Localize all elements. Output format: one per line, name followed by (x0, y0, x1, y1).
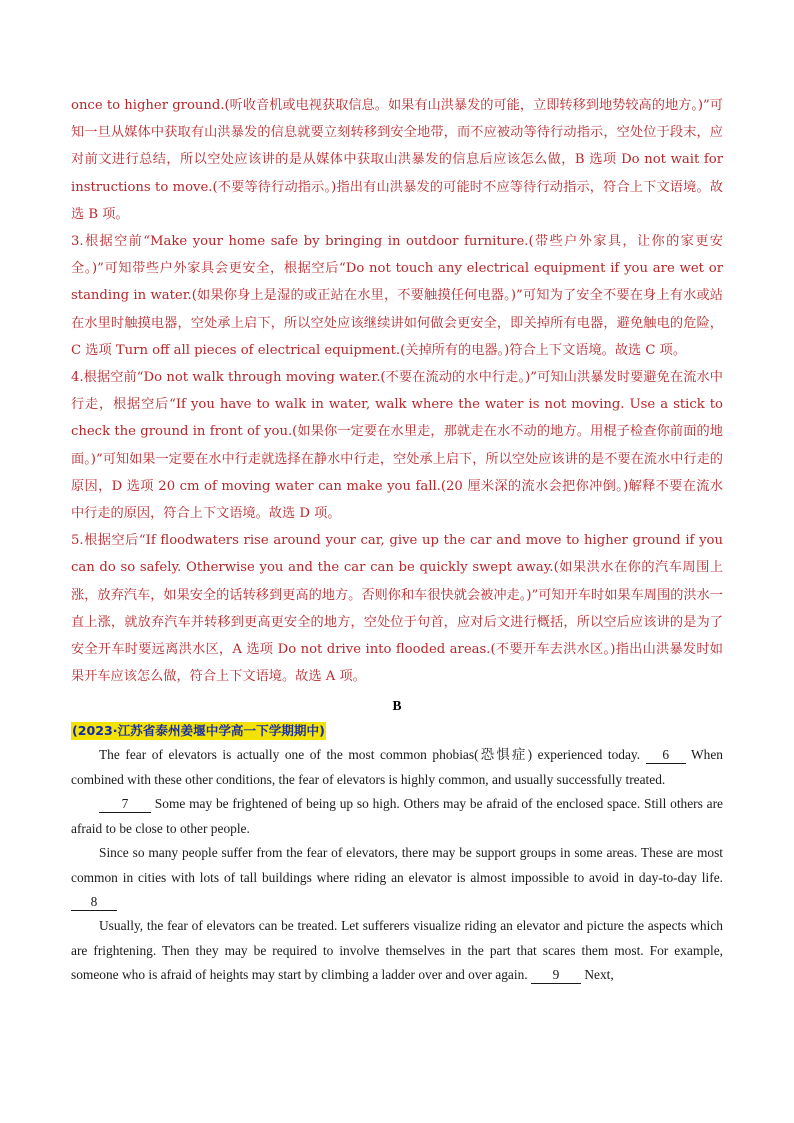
explanation-5: 5.根据空后“If floodwaters rise around your car, give up the car and move to higher ground if you can do so safely. Otherwise you and the car can be quickly swept away.(如果洪水在你的汽车周围上涨，放弃汽车，如果安全的话转移到更高的地方。否则你和车很快就会被冲走。)”可知开车时如果车周围的洪水一直上涨，就放弃汽车并转移到更高更安全的地方，空处位于句首，应对后文进行概括，所以空后应该讲的是为了安全开车时要远离洪水区，A 选项 Do not drive into flooded areas.(不要开车去洪水区。)指出山洪暴发时如果开车应该怎么做，符合上下文语境。故选 A 项。 (71, 533, 723, 685)
passage-paragraph-3 (71, 841, 723, 914)
passage-paragraph-2 (71, 792, 723, 841)
passage-text: Usually, the fear of elevators can be treated. Let sufferers visualize riding an elevator and picture the aspects which are frightening. Then they may be required to involve themselves in the part that scares them most. For example, someone who is afraid of heights may start by climbing a ladder over and over again. (71, 918, 723, 983)
source-badge: (2023·江苏省泰州姜堰中学高一下学期期中) (72, 723, 325, 739)
passage-paragraph-1 (71, 743, 723, 792)
reading-passage (71, 743, 723, 987)
section-heading: B (392, 698, 402, 714)
page-content (71, 92, 723, 988)
blank-8[interactable]: 8 (71, 894, 117, 911)
blank-9[interactable]: 9 (531, 967, 581, 984)
passage-text: When combined with these other conditions, the fear of elevators is highly common, and usually successfully treated. (71, 747, 723, 787)
blank-6[interactable]: 6 (646, 747, 686, 764)
explanation-3: 3.根据空前“Make your home safe by bringing in outdoor furniture.(带些户外家具，让你的家更安全。)”可知带些户外家具会更安全，根据空后“Do not touch any electrical equipment if you are wet or standing in water.(如果你身上是湿的或正站在水里，不要触摸任何电器。)”可知为了安全不要在身上有水或站在水里时触摸电器，空处承上启下，所以空处应该继续讲如何做会更安全，即关掉所有电器，避免触电的危险，C 选项 Turn off all pieces of electrical equipment.(关掉所有的电器。)符合上下文语境。故选 C 项。 (71, 234, 723, 358)
passage-text: The fear of elevators is actually one of the most common phobias(恐惧症) experienced today. (99, 747, 641, 763)
source-line (71, 719, 723, 743)
passage-text: Since so many people suffer from the fear of elevators, there may be support groups in some areas. These are most common in cities with lots of tall buildings where riding an elevator is almost impossible to avoid in day-to-day life. (71, 845, 723, 885)
explanation-4: 4.根据空前“Do not walk through moving water.(不要在流动的水中行走。)”可知山洪暴发时要避免在流水中行走，根据空后“If you have to walk in water, walk where the water is not moving. Use a stick to check the ground in front of you.(如果你一定要在水里走，那就走在水不动的地方。用棍子检查你前面的地面。)”可知如果一定要在水中行走就选择在静水中行走，空处承上启下，所以空处应该讲的是不要在流水中行走的原因，D 选项 20 cm of moving water can make you fall.(20 厘米深的流水会把你冲倒。)解释不要在流水中行走的原因，符合上下文语境。故选 D 项。 (71, 370, 723, 522)
passage-text: Next, (580, 967, 614, 983)
answer-explanations (71, 92, 723, 690)
blank-7[interactable]: 7 (99, 796, 151, 813)
passage-text: Some may be frightened of being up so high. Others may be afraid of the enclosed space. Still others are afraid to be close to other people. (71, 796, 723, 836)
passage-paragraph-4 (71, 914, 723, 987)
explanation-2-tail: once to higher ground.(听收音机或电视获取信息。如果有山洪暴发的可能，立即转移到地势较高的地方。)”可知一旦从媒体中获取有山洪暴发的信息就要立刻转移到安全地带，而不应被动等待行动指示，空处位于段末，应对前文进行总结，所以空处应该讲的是从媒体中获取山洪暴发的信息后应该怎么做，B 选项 Do not wait for instructions to move.(不要等待行动指示。)指出有山洪暴发的可能时不应等待行动指示，符合上下文语境。故选 B 项。 (71, 98, 723, 222)
